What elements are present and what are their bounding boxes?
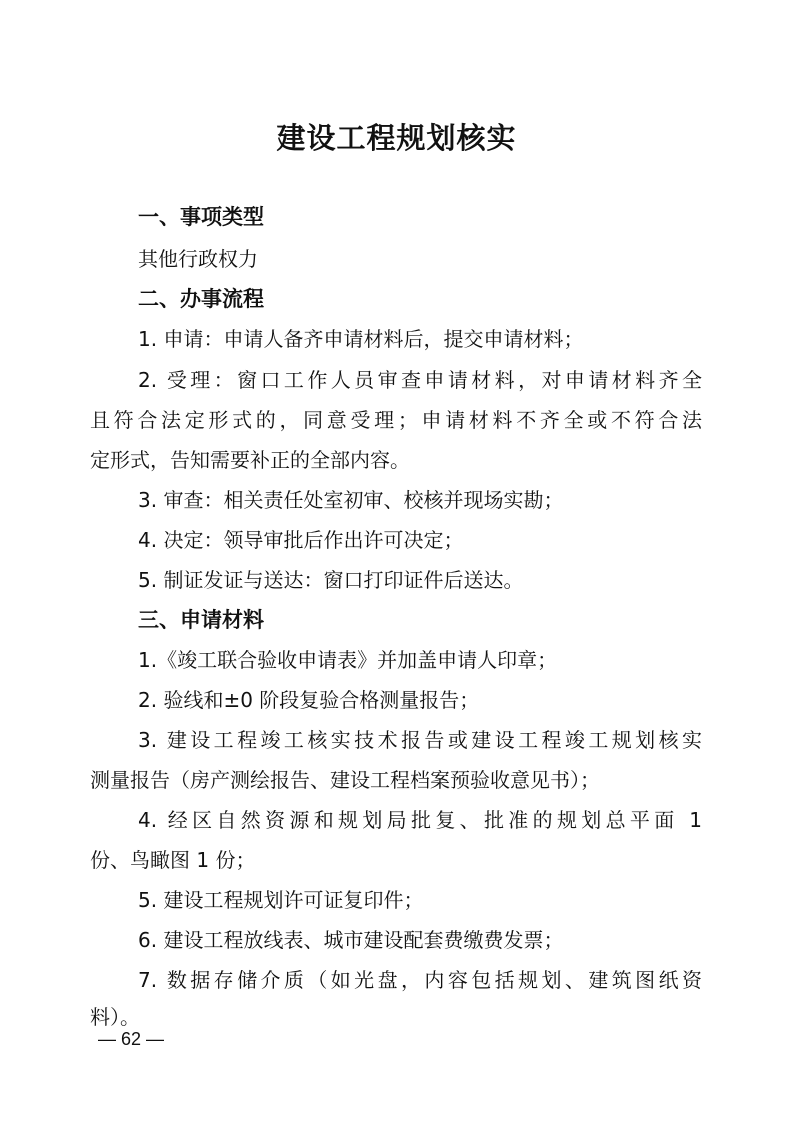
material-3-line-1: 3. 建设工程竣工核实技术报告或建设工程竣工规划核实 (138, 728, 702, 752)
process-step-5: 5. 制证发证与送达：窗口打印证件后送达。 (138, 568, 524, 592)
process-step-2-line-3: 定形式，告知需要补正的全部内容。 (90, 448, 410, 472)
process-step-2-line-2: 且符合法定形式的，同意受理；申请材料不齐全或不符合法 (90, 408, 702, 432)
material-2: 2. 验线和±0 阶段复验合格测量报告； (138, 688, 480, 712)
material-4-line-2: 份、鸟瞰图 1 份； (90, 848, 256, 872)
process-step-1: 1. 申请：申请人备齐申请材料后，提交申请材料； (138, 327, 584, 351)
material-7-line-1: 7. 数据存储介质（如光盘，内容包括规划、建筑图纸资 (138, 968, 702, 992)
page-number: — 62 — (98, 1029, 165, 1049)
material-4-line-1: 4. 经区自然资源和规划局批复、批准的规划总平面 1 (138, 808, 702, 832)
document-title: 建设工程规划核实 (276, 121, 517, 155)
item-type-value: 其他行政权力 (138, 247, 258, 271)
material-6: 6. 建设工程放线表、城市建设配套费缴费发票； (138, 928, 564, 952)
process-step-4: 4. 决定：领导审批后作出许可决定； (138, 528, 464, 552)
section-heading-materials: 三、申请材料 (138, 608, 264, 632)
material-1: 1.《竣工联合验收申请表》并加盖申请人印章； (138, 648, 558, 672)
material-7-line-2: 料）。 (90, 1005, 140, 1029)
section-heading-item-type: 一、事项类型 (138, 205, 264, 229)
process-step-3: 3. 审查：相关责任处室初审、校核并现场实勘； (138, 488, 564, 512)
process-step-2-line-1: 2. 受理：窗口工作人员审查申请材料，对申请材料齐全 (138, 368, 702, 392)
section-heading-process: 二、办事流程 (138, 287, 264, 311)
material-5: 5. 建设工程规划许可证复印件； (138, 888, 424, 912)
material-3-line-2: 测量报告（房产测绘报告、建设工程档案预验收意见书）； (90, 768, 600, 792)
